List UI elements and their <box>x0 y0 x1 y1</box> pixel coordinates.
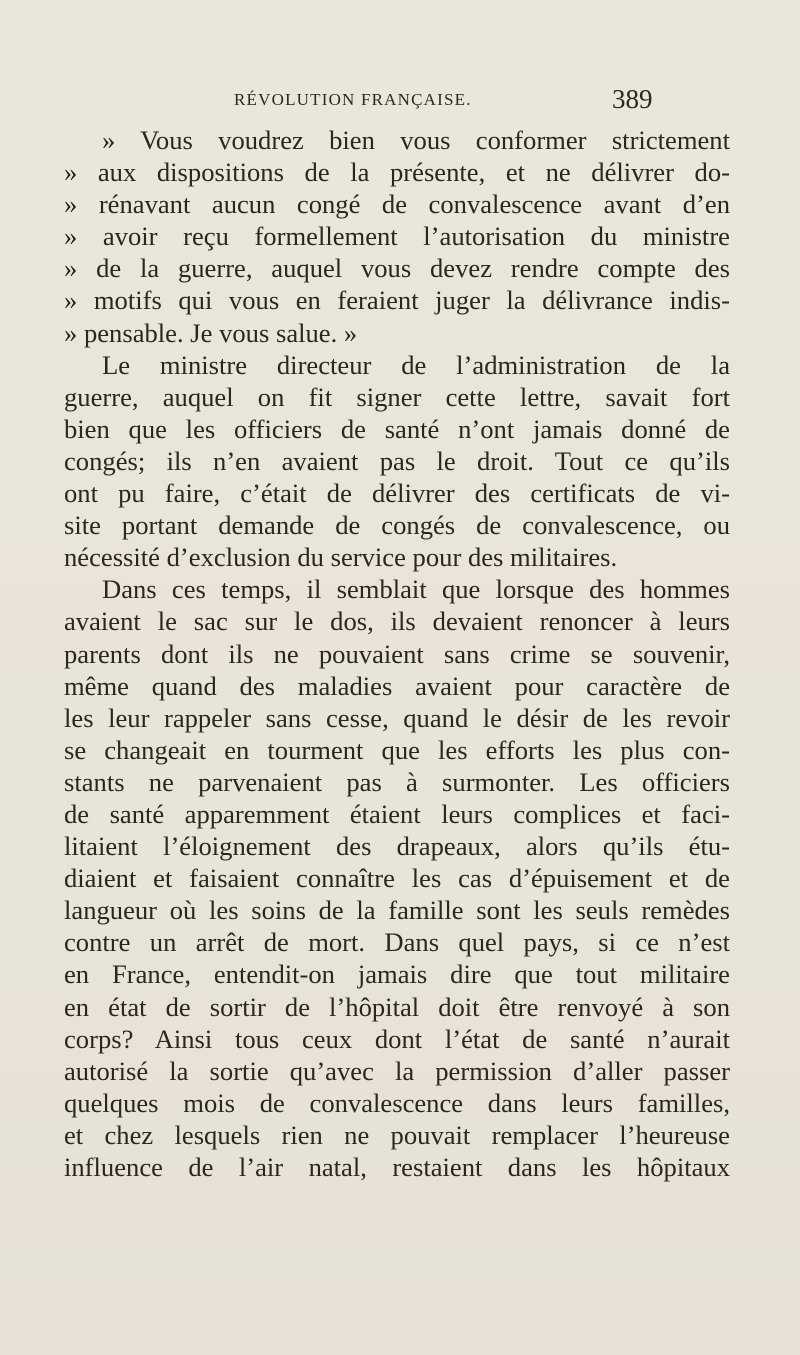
running-head <box>0 86 800 116</box>
text-line: stants ne parvenaient pas à surmonter. Les officiers <box>64 766 730 797</box>
text-line: quelques mois de convalescence dans leurs familles, <box>64 1087 730 1118</box>
text-line: corps? Ainsi tous ceux dont l’état de santé n’aurait <box>64 1023 730 1054</box>
text-line: langueur où les soins de la famille sont les seuls remèdes <box>64 895 730 926</box>
body-text <box>64 124 730 1183</box>
text-line: site portant demande de congés de convalescence, ou <box>64 510 730 541</box>
text-line: » pensable. Je vous salue. » <box>64 317 358 348</box>
text-line: et chez lesquels rien ne pouvait remplacer l’heureuse <box>64 1119 730 1150</box>
text-line: congés; ils n’en avaient pas le droit. Tout ce qu’ils <box>64 445 730 476</box>
text-line: avaient le sac sur le dos, ils devaient renoncer à leurs <box>64 606 730 637</box>
text-line: ont pu faire, c’était de délivrer des certificats de vi- <box>64 478 730 509</box>
text-line: Dans ces temps, il semblait que lorsque des hommes <box>102 574 730 605</box>
text-line: Le ministre directeur de l’administration de la <box>102 349 730 380</box>
text-line: » rénavant aucun congé de convalescence avant d’en <box>64 189 730 220</box>
text-line: même quand des maladies avaient pour caractère de <box>64 670 730 701</box>
text-line: guerre, auquel on fit signer cette lettre, savait fort <box>64 381 730 412</box>
text-line: influence de l’air natal, restaient dans les hôpitaux <box>64 1152 730 1182</box>
text-line: » aux dispositions de la présente, et ne délivrer do- <box>64 157 730 188</box>
text-line: » Vous voudrez bien vous conformer strictement <box>102 125 730 155</box>
text-line: les leur rappeler sans cesse, quand le désir de les revoir <box>64 702 730 733</box>
text-line: se changeait en tourment que les efforts les plus con- <box>64 734 730 765</box>
text-line: parents dont ils ne pouvaient sans crime se souvenir, <box>64 638 730 669</box>
text-line: » avoir reçu formellement l’autorisation du ministre <box>64 221 730 252</box>
text-line: » de la guerre, auquel vous devez rendre compte des <box>64 253 730 284</box>
text-line: contre un arrêt de mort. Dans quel pays, si ce n’est <box>64 927 730 958</box>
text-line: bien que les officiers de santé n’ont jamais donné de <box>64 413 730 444</box>
text-line: en France, entendit-on jamais dire que tout militaire <box>64 959 730 990</box>
text-line: autorisé la sortie qu’avec la permission d’aller passer <box>64 1055 730 1086</box>
page-number: 389 <box>612 84 653 114</box>
text-line: nécessité d’exclusion du service pour des militaires. <box>64 542 618 573</box>
text-line: » motifs qui vous en feraient juger la délivrance indis- <box>64 285 730 316</box>
text-line: litaient l’éloignement des drapeaux, alors qu’ils étu- <box>64 831 730 862</box>
text-line: de santé apparemment étaient leurs complices et faci- <box>64 798 730 829</box>
text-line: diaient et faisaient connaître les cas d’épuisement et de <box>64 863 730 894</box>
text-line: en état de sortir de l’hôpital doit être renvoyé à son <box>64 991 730 1022</box>
running-title: RÉVOLUTION FRANÇAISE. <box>234 90 472 109</box>
